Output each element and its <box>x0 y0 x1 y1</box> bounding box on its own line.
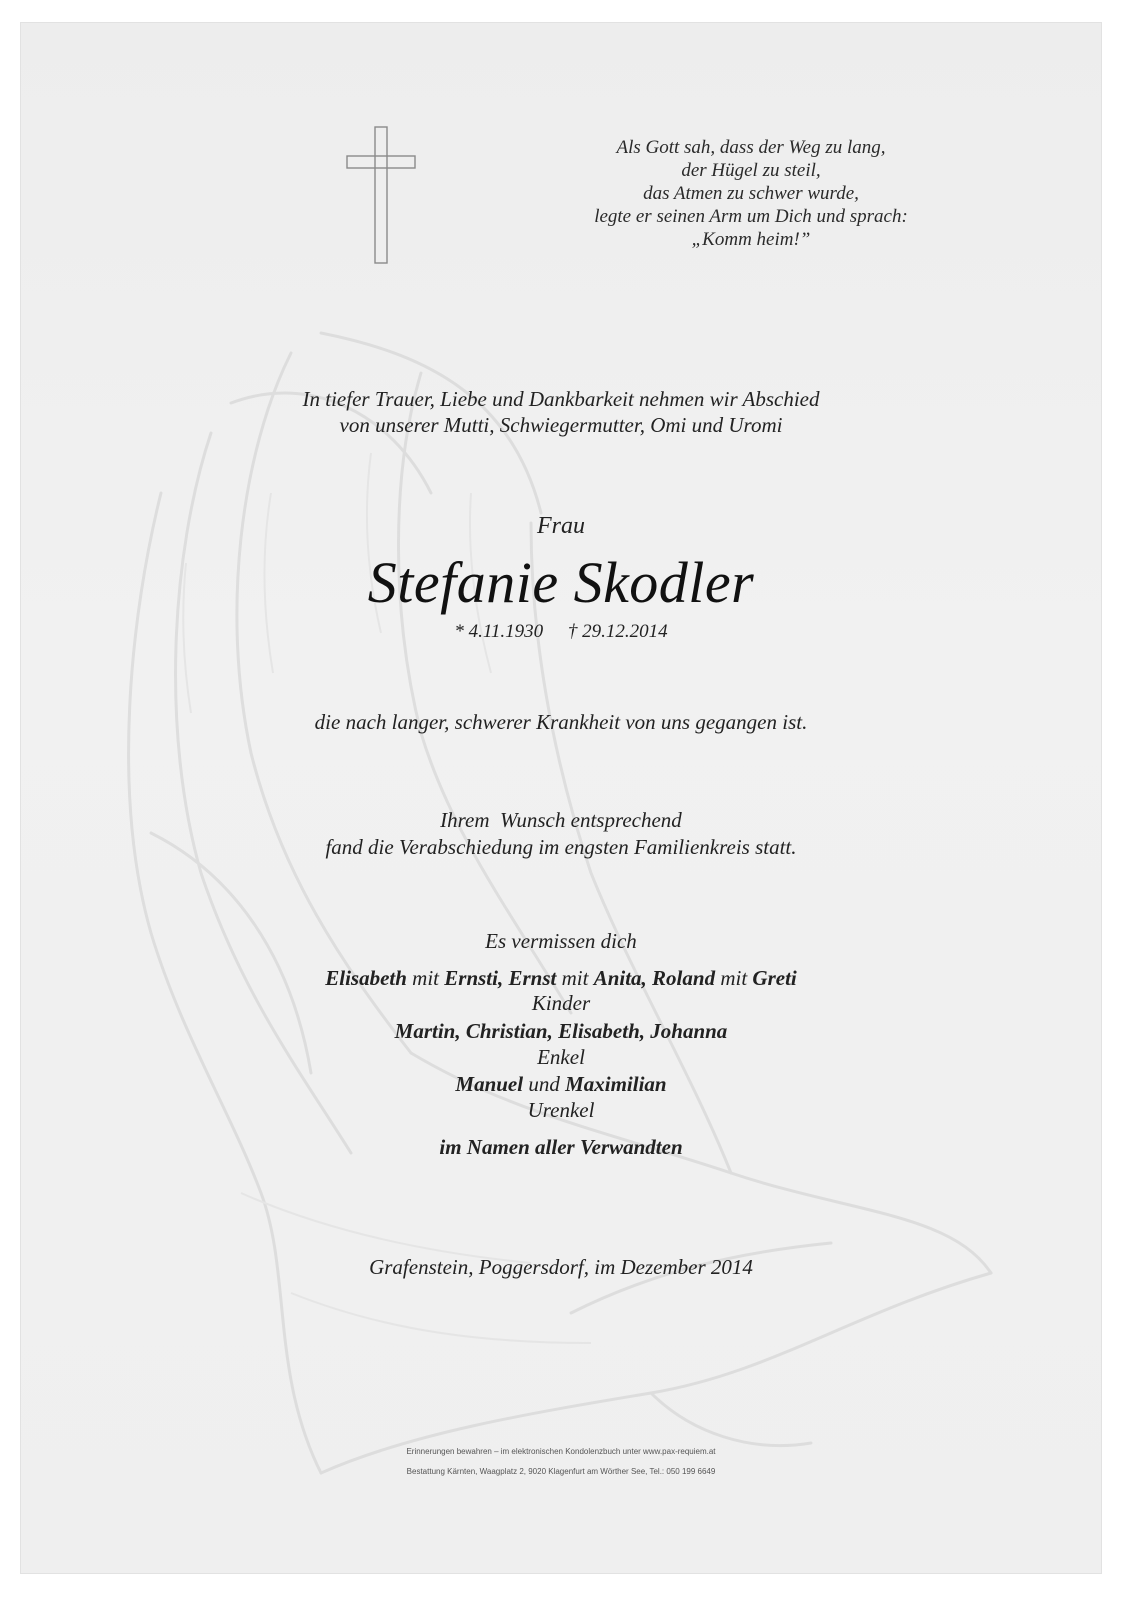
place-date: Grafenstein, Poggersdorf, im Dezember 2014 <box>369 1255 753 1279</box>
relatives-closing <box>21 1134 1101 1160</box>
cross-icon <box>346 126 416 264</box>
connector-word: mit <box>561 966 589 990</box>
mourner-name: Martin, Christian, Elisabeth, Johanna <box>394 1019 728 1043</box>
quote-line: der Hügel zu steil, <box>681 160 821 181</box>
intro-line-2: von unserer Mutti, Schwiegermutter, Omi und Uromi <box>339 413 783 437</box>
wish-line-2: fand die Verabschiedung im engsten Familienkreis statt. <box>325 835 797 859</box>
mourner-name: Maximilian <box>565 1072 667 1096</box>
mourner-name: Greti <box>752 966 797 990</box>
mourner-name: Ernsti, Ernst <box>444 966 557 990</box>
closing-text: im Namen aller Verwandten <box>439 1135 683 1159</box>
great-grandchildren-names <box>21 1071 1101 1097</box>
deceased-name: Stefanie Skodler <box>367 550 755 615</box>
children-names <box>21 965 1101 991</box>
life-dates <box>21 621 1101 643</box>
quote-line: das Atmen zu schwer wurde, <box>643 183 859 204</box>
birth-date: * 4.11.1930 <box>454 621 544 642</box>
quote-poem <box>541 136 961 251</box>
connector-word: mit <box>720 966 748 990</box>
mourners-heading: Es vermissen dich <box>485 929 637 953</box>
quote-line: Als Gott sah, dass der Weg zu lang, <box>616 137 886 158</box>
grandchildren-names <box>21 1018 1101 1044</box>
mourner-name: Manuel <box>455 1072 524 1096</box>
quote-line: legte er seinen Arm um Dich und sprach: <box>594 206 908 227</box>
footer-condolence: Erinnerungen bewahren – im elektronischen Kondolenzbuch unter www.pax-requiem.at <box>406 1447 716 1456</box>
footer-address: Bestattung Kärnten, Waagplatz 2, 9020 Klagenfurt am Wörther See, Tel.: 050 199 6649 <box>406 1467 716 1476</box>
deceased-title: Frau <box>537 513 585 539</box>
mourner-name: Anita, Roland <box>593 966 716 990</box>
mourner-name: Elisabeth <box>325 966 407 990</box>
quote-line: „Komm heim!” <box>691 229 811 250</box>
obituary-card <box>20 22 1102 1574</box>
great-grandchildren-label: Urenkel <box>527 1098 595 1122</box>
intro-line-1: In tiefer Trauer, Liebe und Dankbarkeit nehmen wir Abschied <box>302 387 820 411</box>
connector-word: und <box>528 1072 560 1096</box>
wish-text <box>21 807 1101 861</box>
connector-word: mit <box>412 966 440 990</box>
illness-text: die nach langer, schwerer Krankheit von uns gegangen ist. <box>314 710 808 734</box>
death-date: † 29.12.2014 <box>567 621 668 642</box>
grandchildren-label: Enkel <box>537 1045 585 1069</box>
intro-text <box>21 386 1101 438</box>
wish-line-1: Ihrem Wunsch entsprechend <box>440 808 682 832</box>
children-label: Kinder <box>531 991 591 1015</box>
